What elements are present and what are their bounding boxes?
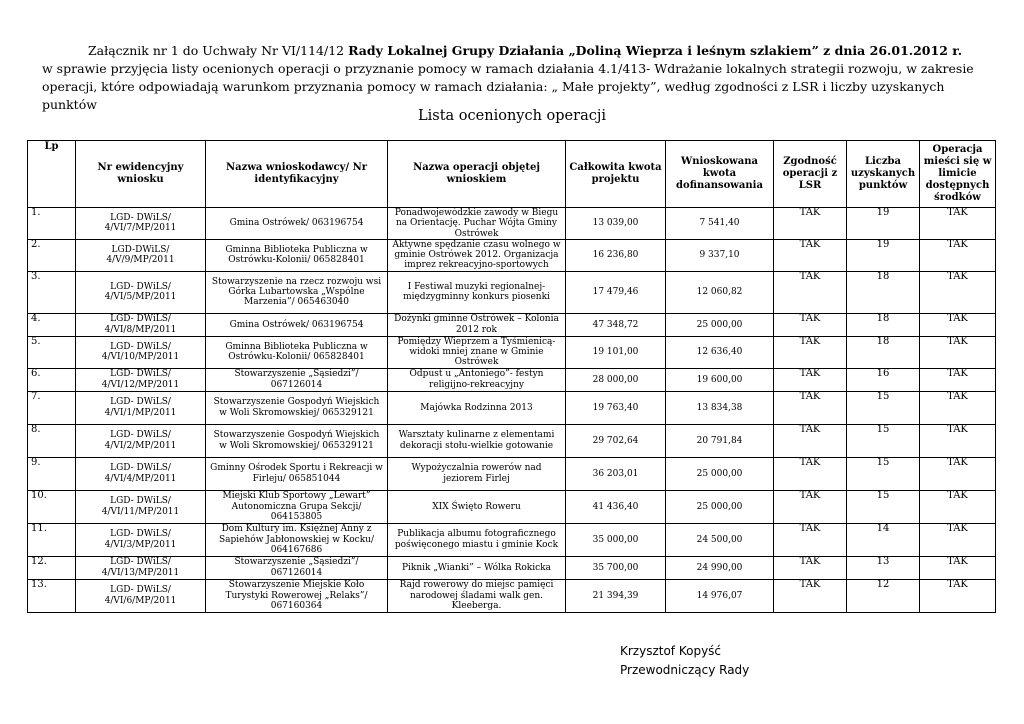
col-lp: Lp (28, 141, 76, 208)
document-header (42, 42, 992, 114)
table-row (28, 391, 996, 424)
cell-requested: 12 060,82 (666, 271, 774, 313)
cell-applicant: Gminny Ośrodek Sportu i Rekreacji w Firleju/ 065851044 (206, 457, 388, 490)
cell-nr: LGD- DWiLS/ 4/VI/4/MP/2011 (76, 457, 206, 490)
table-row (28, 556, 996, 579)
cell-points: 18 (847, 336, 920, 368)
cell-funds: TAK (920, 424, 996, 457)
cell-lsr: TAK (774, 271, 847, 313)
cell-requested: 9 337,10 (666, 239, 774, 271)
cell-nr: LGD- DWiLS/ 4/VI/5/MP/2011 (76, 271, 206, 313)
cell-lsr: TAK (774, 368, 847, 391)
cell-operation: Rajd rowerowy do miejsc pamięci narodowej śladami walk gen. Kleeberga. (388, 579, 566, 612)
cell-lsr: TAK (774, 391, 847, 424)
table-row (28, 239, 996, 271)
cell-operation: Warsztaty kulinarne z elementami dekoracji stołu-wielkie gotowanie (388, 424, 566, 457)
cell-total: 41 436,40 (566, 490, 666, 523)
cell-applicant: Stowarzyszenie „Sąsiedzi”/ 067126014 (206, 556, 388, 579)
table-row (28, 368, 996, 391)
table-row (28, 271, 996, 313)
cell-operation: Aktywne spędzanie czasu wolnego w gminie Ostrówek 2012. Organizacja imprez rekreacyjno-sportowych (388, 239, 566, 271)
page-title: Lista ocenionych operacji (418, 108, 606, 124)
cell-lp: 4. (28, 313, 76, 336)
cell-points: 19 (847, 239, 920, 271)
cell-lsr: TAK (774, 424, 847, 457)
cell-operation: Dożynki gminne Ostrówek – Kolonia 2012 rok (388, 313, 566, 336)
cell-total: 47 348,72 (566, 313, 666, 336)
cell-lp: 6. (28, 368, 76, 391)
cell-operation: Ponadwojewódzkie zawody w Biegu na Orientację. Puchar Wójta Gminy Ostrówek (388, 208, 566, 240)
signature-role: Przewodniczący Rady (620, 663, 750, 677)
cell-nr: LGD- DWiLS/ 4/VI/10/MP/2011 (76, 336, 206, 368)
col-requested: Wnioskowana kwota dofinansowania (666, 141, 774, 208)
cell-lp: 3. (28, 271, 76, 313)
cell-operation: Majówka Rodzinna 2013 (388, 391, 566, 424)
cell-requested: 14 976,07 (666, 579, 774, 612)
cell-points: 15 (847, 424, 920, 457)
cell-applicant: Gmina Ostrówek/ 063196754 (206, 313, 388, 336)
cell-requested: 19 600,00 (666, 368, 774, 391)
cell-lp: 13. (28, 579, 76, 612)
cell-lp: 5. (28, 336, 76, 368)
cell-nr: LGD-DWiLS/ 4/V/9/MP/2011 (76, 239, 206, 271)
table-row (28, 579, 996, 612)
col-lsr: Zgodność operacji z LSR (774, 141, 847, 208)
cell-funds: TAK (920, 391, 996, 424)
cell-funds: TAK (920, 556, 996, 579)
cell-points: 16 (847, 368, 920, 391)
cell-applicant: Gmina Ostrówek/ 063196754 (206, 208, 388, 240)
cell-operation: Wypożyczalnia rowerów nad jeziorem Firlej (388, 457, 566, 490)
header-resolution: Załącznik nr 1 do Uchwały Nr VI/114/12 (88, 43, 349, 58)
cell-points: 15 (847, 457, 920, 490)
cell-lsr: TAK (774, 457, 847, 490)
cell-total: 19 763,40 (566, 391, 666, 424)
cell-total: 13 039,00 (566, 208, 666, 240)
cell-lsr: TAK (774, 579, 847, 612)
cell-total: 35 000,00 (566, 523, 666, 556)
cell-lp: 9. (28, 457, 76, 490)
cell-points: 13 (847, 556, 920, 579)
cell-operation: Odpust u „Antoniego”- festyn religijno-rekreacyjny (388, 368, 566, 391)
cell-lp: 8. (28, 424, 76, 457)
col-operation: Nazwa operacji objętej wnioskiem (388, 141, 566, 208)
cell-funds: TAK (920, 336, 996, 368)
cell-applicant: Stowarzyszenie Miejskie Koło Turystyki Rowerowej „Relaks”/ 067160364 (206, 579, 388, 612)
cell-requested: 20 791,84 (666, 424, 774, 457)
cell-funds: TAK (920, 271, 996, 313)
cell-nr: LGD- DWiLS/ 4/VI/1/MP/2011 (76, 391, 206, 424)
cell-lsr: TAK (774, 556, 847, 579)
signature-name: Krzysztof Kopyść (620, 644, 722, 658)
cell-points: 19 (847, 208, 920, 240)
table-row (28, 424, 996, 457)
cell-lp: 7. (28, 391, 76, 424)
cell-lp: 10. (28, 490, 76, 523)
cell-requested: 25 000,00 (666, 313, 774, 336)
cell-applicant: Stowarzyszenie Gospodyń Wiejskich w Woli Skromowskiej/ 065329121 (206, 424, 388, 457)
cell-total: 21 394,39 (566, 579, 666, 612)
cell-funds: TAK (920, 457, 996, 490)
cell-nr: LGD- DWiLS/ 4/VI/7/MP/2011 (76, 208, 206, 240)
col-points: Liczba uzyskanych punktów (847, 141, 920, 208)
table-row (28, 336, 996, 368)
table-row (28, 313, 996, 336)
cell-operation: Piknik „Wianki” – Wólka Rokicka (388, 556, 566, 579)
cell-nr: LGD- DWiLS/ 4/VI/6/MP/2011 (76, 579, 206, 612)
col-total: Całkowita kwota projektu (566, 141, 666, 208)
table-body (28, 208, 996, 613)
cell-funds: TAK (920, 490, 996, 523)
cell-nr: LGD- DWiLS/ 4/VI/3/MP/2011 (76, 523, 206, 556)
cell-total: 16 236,80 (566, 239, 666, 271)
cell-applicant: Stowarzyszenie „Sąsiedzi”/ 067126014 (206, 368, 388, 391)
cell-total: 36 203,01 (566, 457, 666, 490)
cell-lsr: TAK (774, 208, 847, 240)
table-row (28, 457, 996, 490)
cell-total: 28 000,00 (566, 368, 666, 391)
cell-points: 18 (847, 313, 920, 336)
cell-funds: TAK (920, 579, 996, 612)
table-row (28, 208, 996, 240)
cell-points: 18 (847, 271, 920, 313)
cell-lp: 11. (28, 523, 76, 556)
cell-applicant: Stowarzyszenie na rzecz rozwoju wsi Górka Lubartowska „Wspólne Marzenia”/ 065463040 (206, 271, 388, 313)
cell-applicant: Stowarzyszenie Gospodyń Wiejskich w Woli Skromowskiej/ 065329121 (206, 391, 388, 424)
cell-funds: TAK (920, 239, 996, 271)
cell-nr: LGD- DWiLS/ 4/VI/12/MP/2011 (76, 368, 206, 391)
cell-requested: 25 000,00 (666, 457, 774, 490)
operations-table (27, 140, 996, 613)
cell-lsr: TAK (774, 490, 847, 523)
cell-lsr: TAK (774, 523, 847, 556)
header-council: Rady Lokalnej Grupy Działania „Doliną Wieprza i leśnym szlakiem” z dnia 26.01.2012 r. (348, 43, 963, 58)
header-line-1 (42, 42, 992, 60)
cell-nr: LGD- DWiLS/ 4/VI/2/MP/2011 (76, 424, 206, 457)
cell-total: 35 700,00 (566, 556, 666, 579)
cell-points: 12 (847, 579, 920, 612)
col-funds: Operacja mieści się w limicie dostępnych środków (920, 141, 996, 208)
cell-requested: 13 834,38 (666, 391, 774, 424)
cell-requested: 7 541,40 (666, 208, 774, 240)
cell-lsr: TAK (774, 239, 847, 271)
cell-funds: TAK (920, 368, 996, 391)
cell-points: 15 (847, 391, 920, 424)
cell-lsr: TAK (774, 336, 847, 368)
cell-applicant: Dom Kultury im. Księżnej Anny z Sapiehów Jabłonowskiej w Kocku/ 064167686 (206, 523, 388, 556)
cell-operation: Publikacja albumu fotograficznego poświęconego miastu i gminie Kock (388, 523, 566, 556)
cell-operation: I Festiwal muzyki regionalnej-międzygminny konkurs piosenki (388, 271, 566, 313)
cell-points: 14 (847, 523, 920, 556)
cell-total: 17 479,46 (566, 271, 666, 313)
col-applicant: Nazwa wnioskodawcy/ Nr identyfikacyjny (206, 141, 388, 208)
cell-applicant: Gminna Biblioteka Publiczna w Ostrówku-Kolonii/ 065828401 (206, 336, 388, 368)
cell-lp: 12. (28, 556, 76, 579)
cell-operation: Pomiędzy Wieprzem a Tyśmienicą-widoki mniej znane w Gminie Ostrówek (388, 336, 566, 368)
cell-funds: TAK (920, 313, 996, 336)
cell-applicant: Gminna Biblioteka Publiczna w Ostrówku-Kolonii/ 065828401 (206, 239, 388, 271)
col-nr: Nr ewidencyjny wniosku (76, 141, 206, 208)
cell-lp: 1. (28, 208, 76, 240)
signature (620, 642, 749, 680)
cell-lsr: TAK (774, 313, 847, 336)
cell-funds: TAK (920, 208, 996, 240)
table-header-row (28, 141, 996, 208)
cell-applicant: Miejski Klub Sportowy „Lewart” Autonomiczna Grupa Sekcji/ 064153805 (206, 490, 388, 523)
cell-nr: LGD- DWiLS/ 4/VI/11/MP/2011 (76, 490, 206, 523)
cell-nr: LGD- DWiLS/ 4/VI/13/MP/2011 (76, 556, 206, 579)
cell-requested: 24 500,00 (666, 523, 774, 556)
cell-requested: 24 990,00 (666, 556, 774, 579)
cell-funds: TAK (920, 523, 996, 556)
table-row (28, 523, 996, 556)
cell-total: 19 101,00 (566, 336, 666, 368)
cell-nr: LGD- DWiLS/ 4/VI/8/MP/2011 (76, 313, 206, 336)
cell-requested: 12 636,40 (666, 336, 774, 368)
cell-requested: 25 000,00 (666, 490, 774, 523)
cell-operation: XIX Święto Roweru (388, 490, 566, 523)
cell-points: 15 (847, 490, 920, 523)
cell-total: 29 702,64 (566, 424, 666, 457)
cell-lp: 2. (28, 239, 76, 271)
header-line-2: w sprawie przyjęcia listy ocenionych operacji o przyznanie pomocy w ramach działania 4.1/413- Wdrażanie lokalnych strategii rozwoju, w zakresie operacji, które odpowiadają warunkom przyznania pomocy w ramach działania: „ Małe projekty”, według zgodności z LSR i liczby uzyskanych punktów (42, 61, 974, 112)
table-row (28, 490, 996, 523)
